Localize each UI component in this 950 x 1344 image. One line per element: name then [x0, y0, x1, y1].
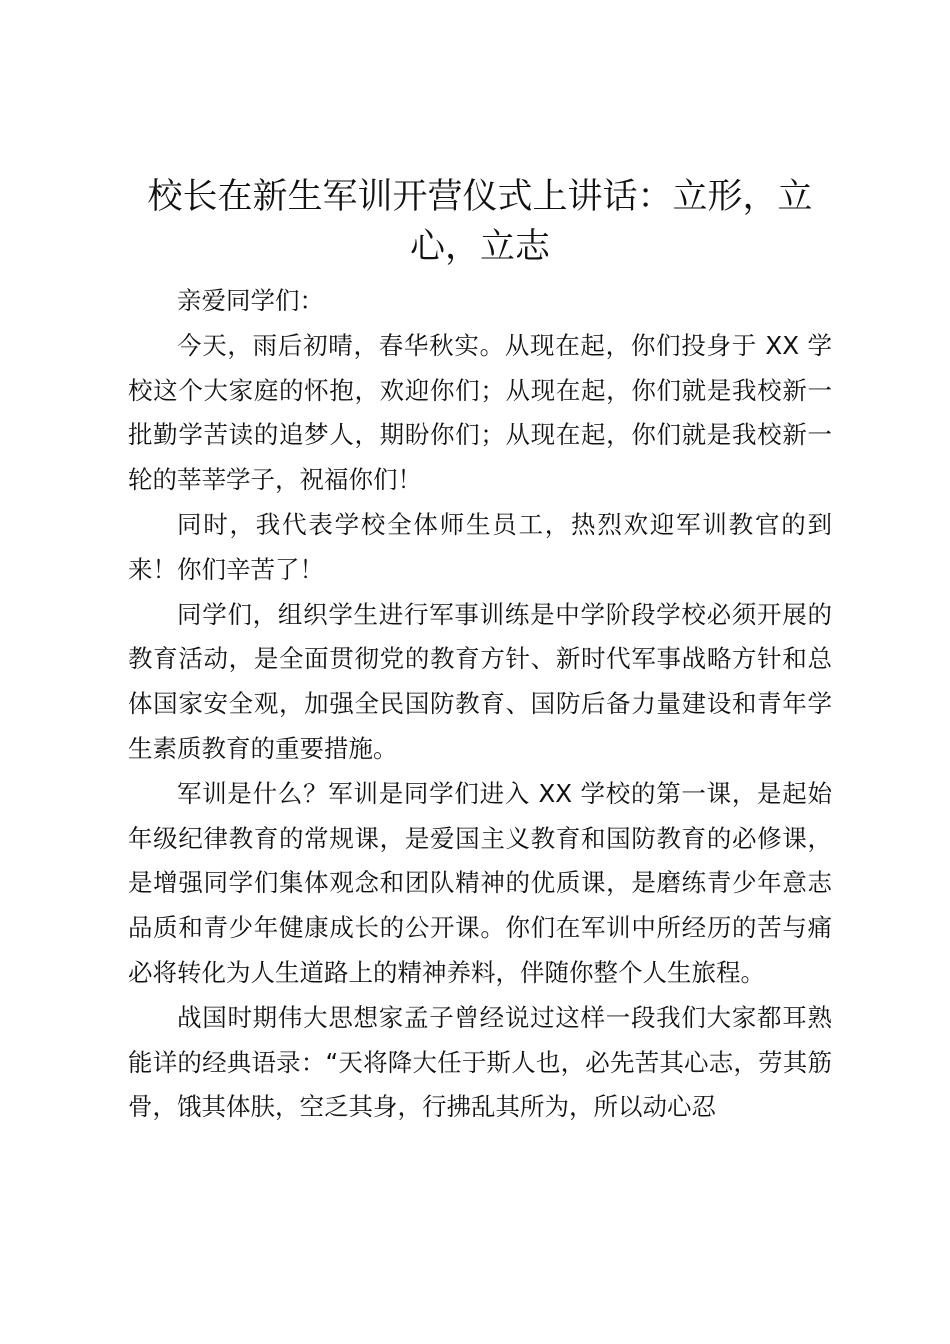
paragraph-3: 同学们，组织学生进行军事训练是中学阶段学校必须开展的教育活动，是全面贯彻党的教育方针、新时代军事战略方针和总体国家安全观，加强全民国防教育、国防后备力量建设和青年学生素质教育的重要措施。 [128, 599, 832, 763]
paragraph-5: 战国时期伟大思想家孟子曾经说过这样一段我们大家都耳熟能详的经典语录：“天将降大任于斯人也，必先苦其心志，劳其筋骨，饿其体肤，空乏其身，行拂乱其所为，所以动心忍 [128, 1002, 832, 1122]
document-title: 校长在新生军训开营仪式上讲话：立形，立心，立志 [147, 177, 813, 267]
paragraph-4: 军训是什么？军训是同学们进入 XX 学校的第一课，是起始年级纪律教育的常规课，是爱国主义教育和国防教育的必修课，是增强同学们集体观念和团队精神的优质课，是磨练青少年意志品质和青少年健康成长的公开课。你们在军训中所经历的苦与痛必将转化为人生道路上的精神养料，伴随你整个人生旅程。 [128, 778, 832, 987]
document-body [128, 279, 832, 1130]
paragraph-2: 同时，我代表学校全体师生员工，热烈欢迎军训教官的到来！你们辛苦了！ [128, 509, 832, 584]
paragraph-1: 今天，雨后初晴，春华秋实。从现在起，你们投身于 XX 学校这个大家庭的怀抱，欢迎你们；从现在起，你们就是我校新一批勤学苦读的追梦人，期盼你们；从现在起，你们就是我校新一轮的莘莘学子，祝福你们！ [128, 330, 832, 495]
greeting: 亲爱同学们： [177, 286, 324, 315]
